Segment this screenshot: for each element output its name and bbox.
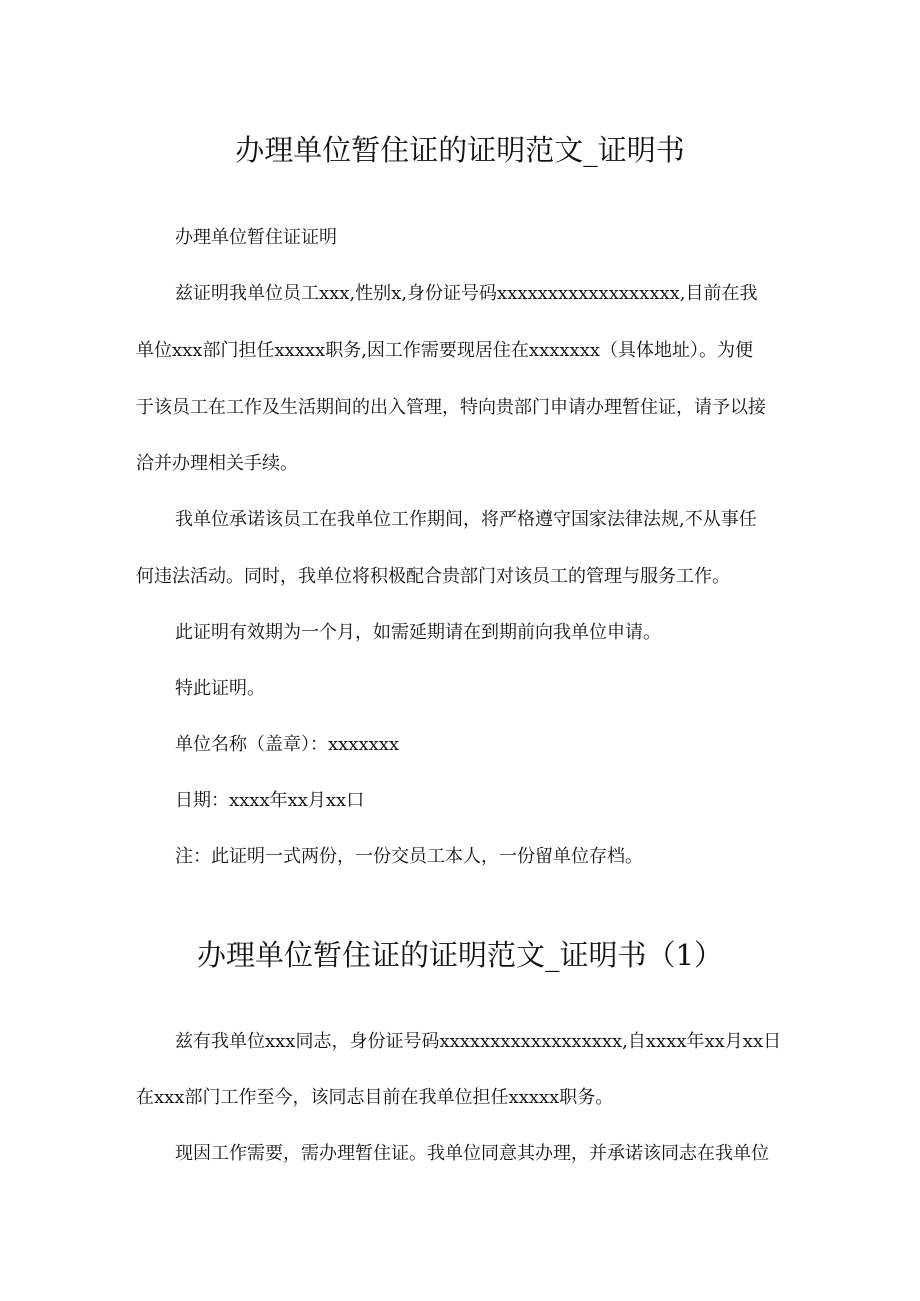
date-field: 日期：xxxx年xx月xx口 (175, 790, 365, 811)
paragraph-line: 单位xxx部门担任xxxxx职务,因工作需要现居住在xxxxxxx（具体地址）。为便 (136, 340, 753, 361)
paragraph-line: 兹证明我单位员工xxx,性别x,身份证号码xxxxxxxxxxxxxxxxxx,目前在我 (175, 283, 758, 304)
paragraph-line: 何违法活动。同时，我单位将积极配合贵部门对该员工的管理与服务工作。 (136, 566, 730, 587)
document-title: 办理单位暂住证的证明范文_证明书 (235, 133, 685, 167)
section-subtitle: 办理单位暂住证证明 (175, 227, 337, 248)
paragraph-line: 兹有我单位xxx同志，身份证号码xxxxxxxxxxxxxxxxxx,自xxxx年xx月xx日 (175, 1031, 782, 1052)
paragraph-line: 洽并办理相关手续。 (136, 453, 298, 474)
paragraph-line: 在xxx部门工作至今，该同志目前在我单位担任xxxxx职务。 (136, 1087, 614, 1108)
validity-paragraph: 此证明有效期为一个月，如需延期请在到期前向我单位申请。 (175, 622, 661, 643)
paragraph-line: 我单位承诺该员工在我单位工作期间，将严格遵守国家法律法规,不从事任 (175, 509, 757, 530)
unit-name-field: 单位名称（盖章）：xxxxxxx (175, 734, 400, 755)
paragraph-line: 现因工作需要，需办理暂住证。我单位同意其办理，并承诺该同志在我单位 (175, 1143, 769, 1164)
paragraph-line: 于该员工在工作及生活期间的出入管理，特向贵部门申请办理暂住证，请予以接 (136, 397, 766, 418)
note-paragraph: 注：此证明一式两份，一份交员工本人，一份留单位存档。 (175, 846, 643, 867)
closing-paragraph: 特此证明。 (175, 678, 265, 699)
section-title: 办理单位暂住证的证明范文_证明书（1） (197, 938, 723, 972)
